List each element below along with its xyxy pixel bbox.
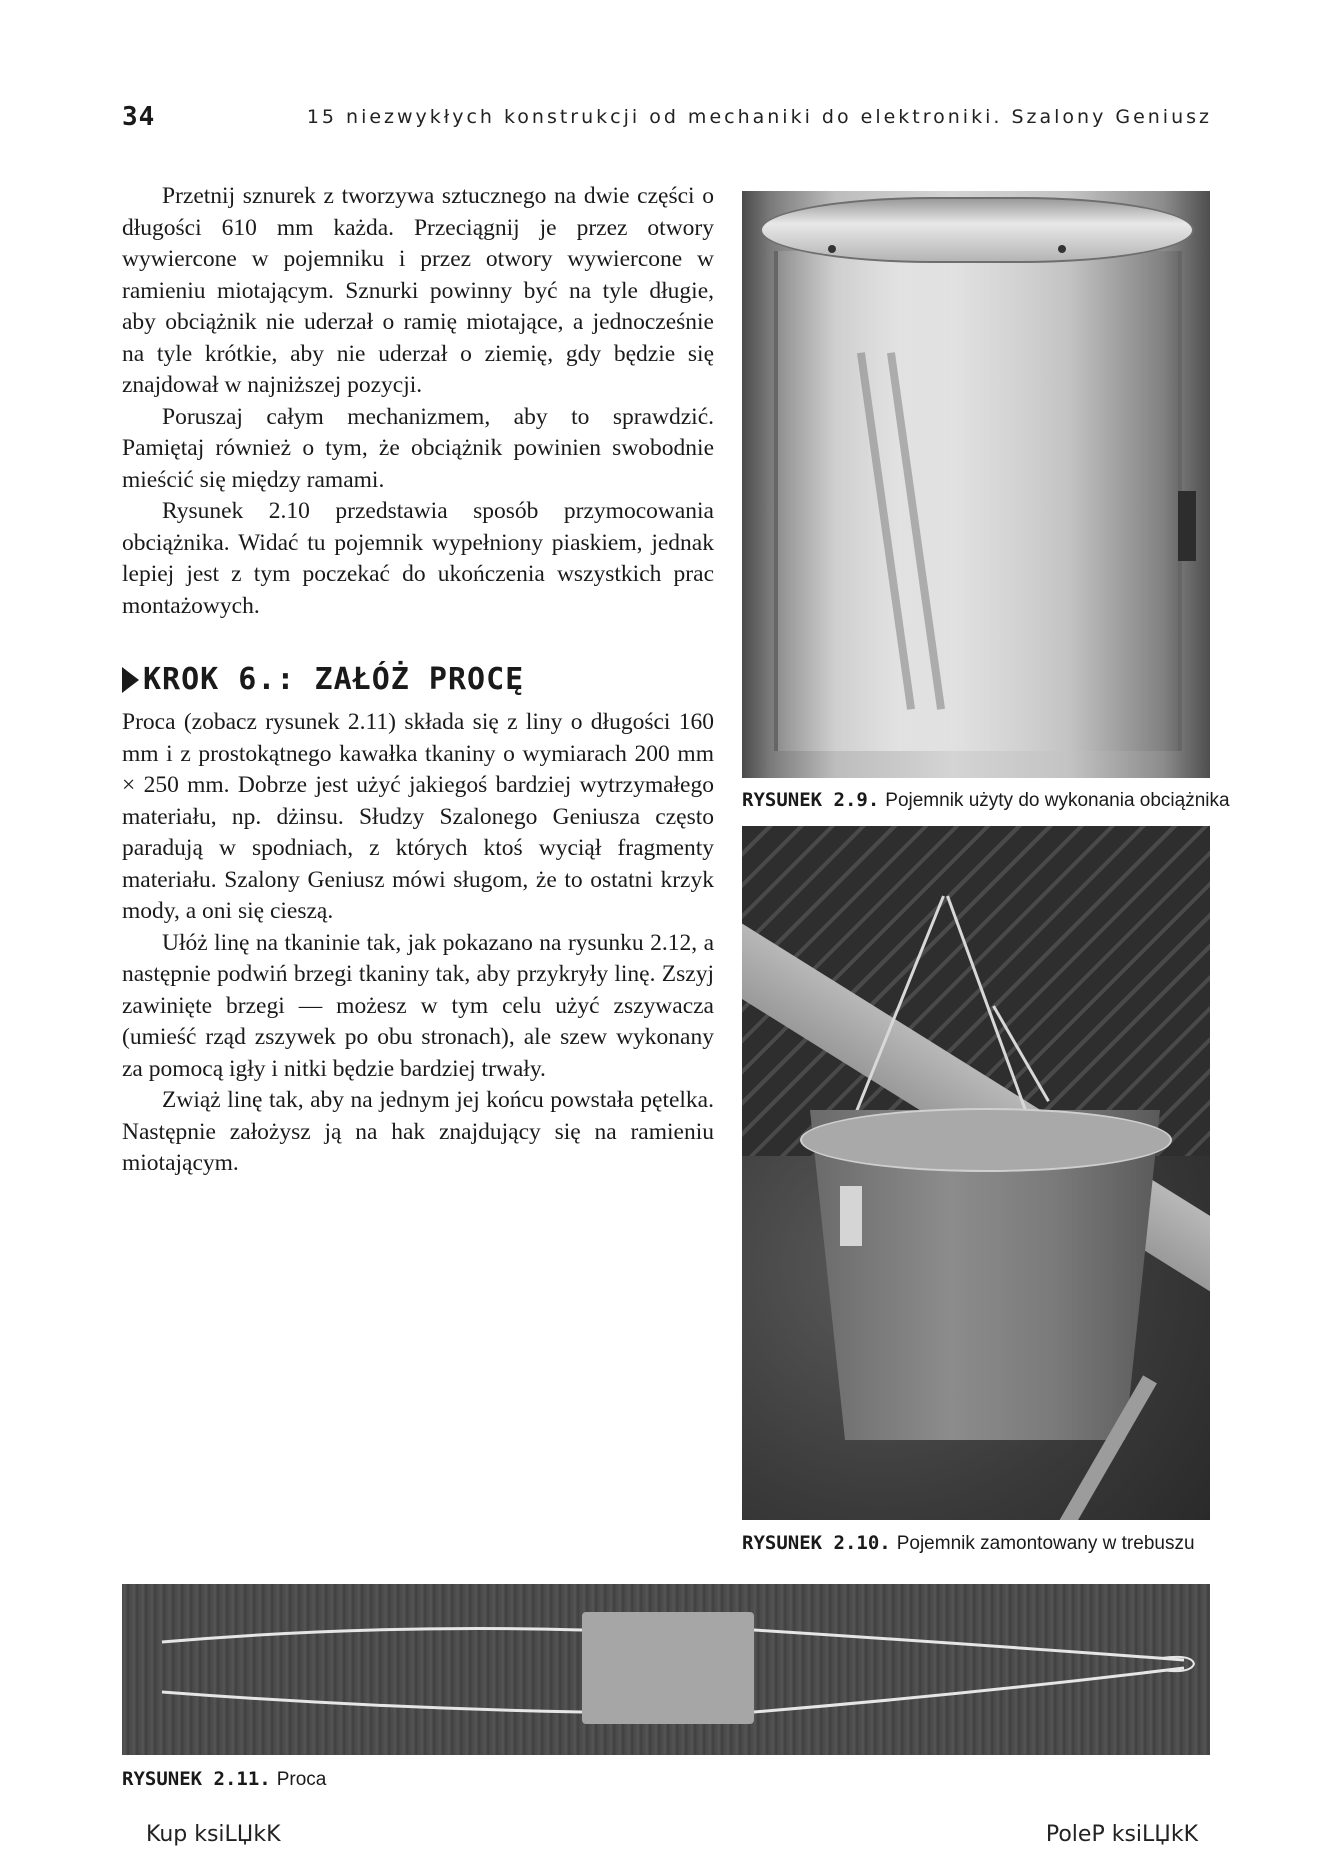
- footer-recommend-link[interactable]: PoleP ksiLЏkK: [1045, 1822, 1198, 1847]
- container-body: [774, 251, 1182, 751]
- container-label-sticker: [840, 1186, 862, 1246]
- section-heading: [122, 662, 714, 697]
- paragraph: Rysunek 2.10 przedstawia sposób przymocowania obciążnika. Widać tu pojemnik wypełniony piaskiem, jednak lepiej jest z tym poczekać do ukończenia wszystkich prac montażowych.: [122, 498, 714, 619]
- drilled-hole: [1058, 245, 1066, 253]
- figure-caption-text: Proca: [276, 1769, 327, 1790]
- figure-2-11-caption: [122, 1768, 326, 1791]
- figure-label: RYSUNEK 2.9.: [742, 789, 880, 811]
- main-text-column: [122, 181, 714, 1180]
- running-header-title: 15 niezwykłych konstrukcji od mechaniki do elektroniki. Szalony Geniusz: [306, 106, 1212, 128]
- figure-2-11-photo: [122, 1584, 1210, 1755]
- figure-2-10-caption: [742, 1532, 1195, 1555]
- paragraph: Zwiąż linę tak, aby na jednym jej końcu powstała pętelka. Następnie założysz ją na hak znajdujący się na ramieniu miotającym.: [122, 1087, 714, 1176]
- sling-cloth: [582, 1612, 754, 1724]
- paragraph: Przetnij sznurek z tworzywa sztucznego na dwie części o długości 610 mm każda. Przeciągnij je przez otwory wywiercone w pojemniku i przez otwory wywiercone w ramieniu miotającym. Sznurki powinny być na tyle długie, aby obciążnik nie uderzał o ramię miotające, a jednocześnie na tyle krótkie, aby nie uderzał o ziemię, gdy będzie się znajdował w najniższej pozycji.: [122, 183, 714, 398]
- drilled-hole: [828, 245, 836, 253]
- container-tab: [1178, 491, 1196, 561]
- section-heading-text: KROK 6.: ZAŁÓŻ PROCĘ: [143, 662, 525, 697]
- page-number: 34: [122, 102, 156, 132]
- figure-caption-text: Pojemnik zamontowany w trebuszu: [896, 1533, 1195, 1554]
- arrow-icon: [122, 667, 139, 693]
- figure-2-9-caption: [742, 789, 1230, 812]
- figure-2-10-photo: [742, 826, 1210, 1520]
- figure-caption-text: Pojemnik użyty do wykonania obciążnika: [885, 790, 1230, 811]
- container-lid: [760, 197, 1194, 263]
- paragraph: Ułóż linę na tkaninie tak, jak pokazano na rysunku 2.12, a następnie podwiń brzegi tkaniny tak, aby przykryły linę. Zszyj zawinięte brzegi — możesz w tym celu użyć zszywacza (umieść rząd zszywek po obu stronach), ale szew wykonany za pomocą igły i nitki będzie bardziej trwały.: [122, 929, 714, 1082]
- figure-label: RYSUNEK 2.11.: [122, 1768, 271, 1790]
- footer-buy-link[interactable]: Kup ksiLЏkK: [146, 1822, 281, 1847]
- paragraph: Proca (zobacz rysunek 2.11) składa się z liny o długości 160 mm i z prostokątnego kawałka tkaniny o wymiarach 200 mm × 250 mm. Dobrze jest użyć jakiegoś bardziej wytrzymałego materiału, np. dżinsu. Słudzy Szalonego Geniusza często paradują w spodniach, z których ktoś wyciął fragmenty materiału. Szalony Geniusz mówi sługom, że to ostatni krzyk mody, a oni się cieszą.: [122, 709, 714, 924]
- container-rim: [800, 1108, 1172, 1172]
- paragraph: Poruszaj całym mechanizmem, aby to sprawdzić. Pamiętaj również o tym, że obciążnik powinien swobodnie mieścić się między ramami.: [122, 403, 714, 493]
- figure-2-9-photo: [742, 191, 1210, 778]
- figure-label: RYSUNEK 2.10.: [742, 1532, 891, 1554]
